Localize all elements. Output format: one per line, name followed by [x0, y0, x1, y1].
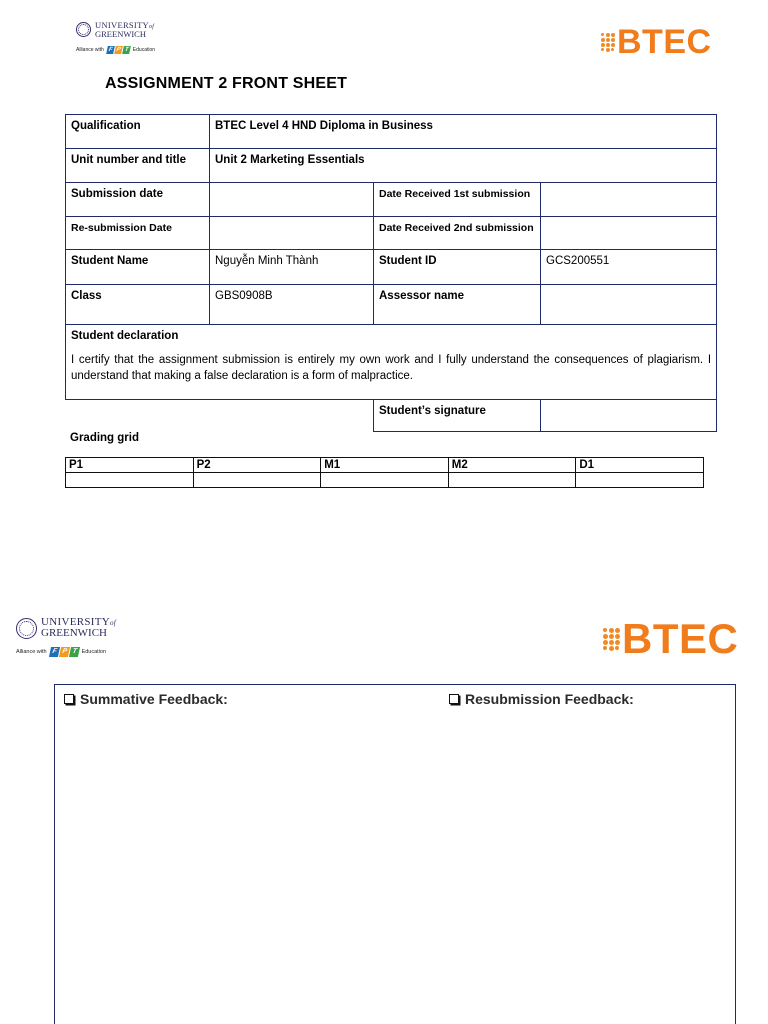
row-signature	[66, 400, 717, 432]
feedback-box[interactable]	[54, 684, 736, 1024]
university-seal-icon	[76, 22, 91, 37]
resubmission-checkbox-icon[interactable]	[449, 694, 459, 704]
btec-logo-page2	[603, 615, 738, 663]
btec-wordmark: BTEC	[622, 615, 739, 662]
fpt-alliance: Alliance with F P T Education	[76, 46, 156, 53]
grade-cell-p2[interactable]	[193, 473, 321, 488]
btec-wordmark: BTEC	[617, 23, 712, 61]
resubmission-feedback-label: Resubmission Feedback:	[465, 691, 634, 707]
university-name-line1: UNIVERSITY	[95, 20, 149, 30]
row-unit	[66, 149, 717, 183]
grade-header-d1: D1	[576, 458, 704, 473]
summative-feedback-label: Summative Feedback:	[80, 691, 228, 707]
btec-logo	[601, 22, 712, 62]
unit-label: Unit number and title	[66, 149, 210, 183]
summative-feedback[interactable]	[64, 691, 228, 707]
student-id-label: Student ID	[374, 250, 541, 285]
university-name-line1: UNIVERSITY	[41, 616, 110, 628]
resubmission-date-field[interactable]	[210, 217, 374, 250]
fpt-alliance: Alliance with F P T Education	[16, 648, 107, 655]
university-name-line2: GREENWICH	[41, 627, 107, 639]
assessor-field[interactable]	[541, 285, 717, 325]
grade-cell-d1[interactable]	[576, 473, 704, 488]
resubmission-feedback[interactable]	[449, 691, 634, 707]
submission-date-field[interactable]	[210, 183, 374, 217]
qualification-label: Qualification	[66, 115, 210, 149]
grade-cell-m2[interactable]	[448, 473, 576, 488]
date-received-1-label: Date Received 1st submission	[374, 183, 541, 217]
fpt-logo-icon: F P T	[50, 647, 79, 657]
fpt-logo-icon: F P T	[107, 46, 129, 53]
resubmission-date-label: Re-submission Date	[66, 217, 210, 250]
grading-grid-label: Grading grid	[70, 432, 139, 444]
declaration-cell	[66, 325, 717, 400]
grading-grid-table	[65, 457, 704, 488]
row-declaration	[66, 325, 717, 400]
class-label: Class	[66, 285, 210, 325]
row-resubmission-date	[66, 217, 717, 250]
grade-header-p2: P2	[193, 458, 321, 473]
date-received-2-field[interactable]	[541, 217, 717, 250]
page-title: ASSIGNMENT 2 FRONT SHEET	[105, 75, 348, 92]
assessor-label: Assessor name	[374, 285, 541, 325]
university-seal-icon	[16, 618, 37, 639]
signature-field[interactable]	[541, 400, 717, 432]
date-received-2-label: Date Received 2nd submission	[374, 217, 541, 250]
btec-dots-icon	[601, 33, 615, 52]
grade-header-m1: M1	[321, 458, 449, 473]
grade-cell-m1[interactable]	[321, 473, 449, 488]
row-qualification	[66, 115, 717, 149]
row-submission-date	[66, 183, 717, 217]
class-value[interactable]: GBS0908B	[210, 285, 374, 325]
declaration-text: I certify that the assignment submission is entirely my own work and I fully understand the consequences of plagiarism. I understand that making a false declaration is a form of malpractice.	[71, 354, 712, 382]
qualification-value: BTEC Level 4 HND Diploma in Business	[210, 115, 717, 149]
university-logo-page2: UNIVERSITYof GREENWICH Alliance with F P T Education	[16, 616, 117, 655]
row-student-name	[66, 250, 717, 285]
submission-date-label: Submission date	[66, 183, 210, 217]
grade-cell-p1[interactable]	[66, 473, 194, 488]
row-class	[66, 285, 717, 325]
btec-dots-icon	[603, 628, 620, 651]
university-name-line2: GREENWICH	[95, 29, 146, 39]
signature-label: Student’s signature	[374, 400, 541, 432]
grade-header-m2: M2	[448, 458, 576, 473]
front-sheet-table	[65, 114, 717, 432]
university-logo: UNIVERSITYof GREENWICH Alliance with F P T Education	[76, 20, 156, 53]
student-id-value[interactable]: GCS200551	[541, 250, 717, 285]
grading-header-row	[66, 458, 704, 473]
grading-value-row	[66, 473, 704, 488]
grade-header-p1: P1	[66, 458, 194, 473]
student-name-label: Student Name	[66, 250, 210, 285]
date-received-1-field[interactable]	[541, 183, 717, 217]
student-name-value[interactable]: Nguyễn Minh Thành	[210, 250, 374, 285]
unit-value: Unit 2 Marketing Essentials	[210, 149, 717, 183]
declaration-heading: Student declaration	[71, 330, 179, 342]
summative-checkbox-icon[interactable]	[64, 694, 74, 704]
